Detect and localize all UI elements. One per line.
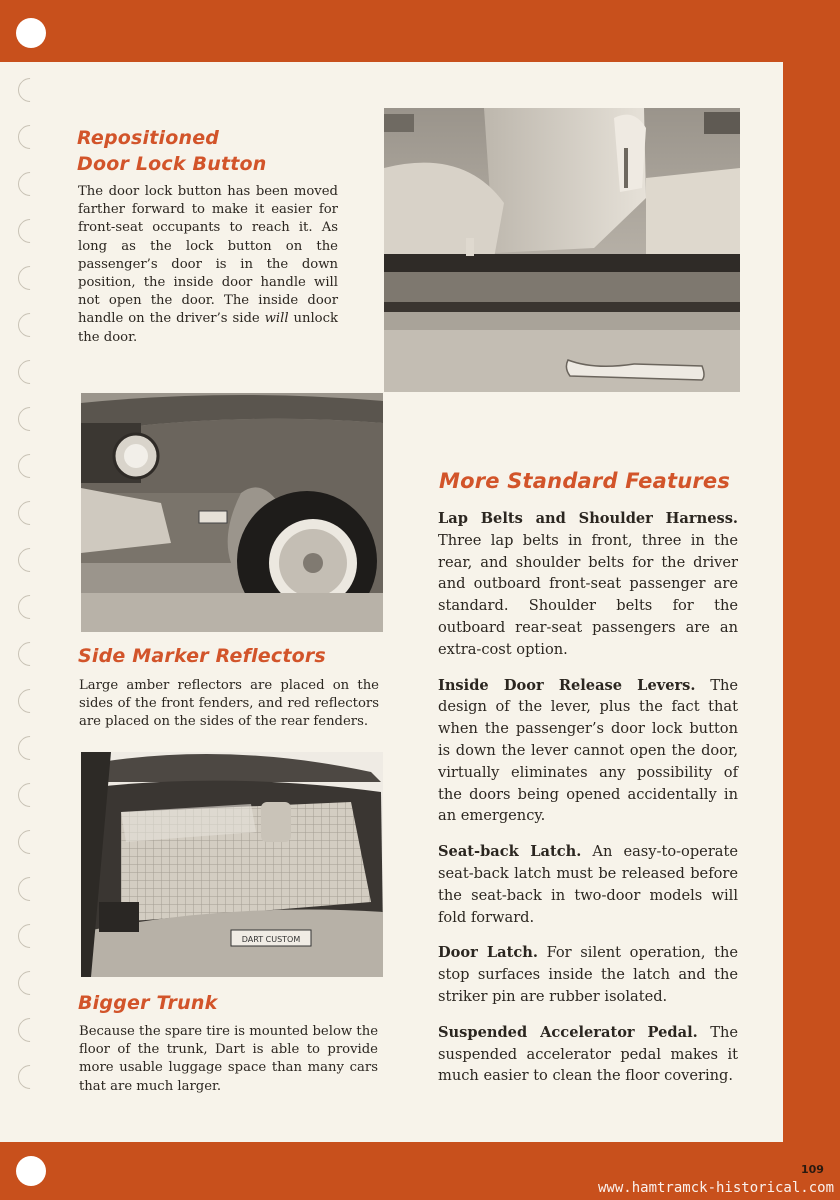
door-lock-emphasis: will <box>264 311 289 327</box>
trunk-photo <box>81 752 383 977</box>
feature-text: The design of the lever, plus the fact that when the passenger’s door lock button is down the lever cannot open the door, virtually eliminates any possibility of the doors being opened accidentally in an emergency. <box>438 676 738 825</box>
side-marker-title: Side Marker Reflectors <box>78 645 326 667</box>
front-fender-photo <box>81 393 383 632</box>
door-lock-body-end: unlock the door. <box>78 311 338 345</box>
feature-item <box>438 508 738 661</box>
door-lock-title <box>77 125 267 177</box>
more-features-title: More Standard Features <box>439 469 731 493</box>
door-lock-title-line2: Door Lock Button <box>77 153 267 175</box>
feature-heading: Seat-back Latch. <box>438 843 582 861</box>
door-lock-title-line1: Repositioned <box>77 127 220 149</box>
more-features-list <box>438 508 738 1101</box>
feature-item <box>438 942 738 1007</box>
feature-text: For silent operation, the stop surfaces inside the latch and the striker pin are rubber isolated. <box>438 944 738 1005</box>
feature-heading: Inside Door Release Levers. <box>438 676 696 694</box>
door-lock-body <box>78 183 338 347</box>
trunk-title: Bigger Trunk <box>78 992 218 1014</box>
feature-text: The suspended accelerator pedal makes it much easier to clean the floor covering. <box>438 1023 738 1085</box>
page-number: 109 <box>801 1163 824 1176</box>
feature-item <box>438 675 738 828</box>
binder-hole <box>16 18 46 48</box>
feature-text: An easy-to-operate seat-back latch must be released before the seat-back in two-door models will fold forward. <box>438 843 738 926</box>
feature-heading: Lap Belts and Shoulder Harness. <box>438 510 738 527</box>
feature-heading: Door Latch. <box>438 944 538 962</box>
side-marker-body: Large amber reflectors are placed on the sides of the front fenders, and red reflectors are placed on the sides of the rear fenders. <box>79 678 379 730</box>
binder-hole <box>16 1156 46 1186</box>
watermark-link[interactable]: www.hamtramck-historical.com <box>598 1180 835 1196</box>
feature-heading: Suspended Accelerator Pedal. <box>438 1023 698 1041</box>
license-plate-text: DART CUSTOM <box>241 935 301 944</box>
trunk-body: Because the spare tire is mounted below the floor of the trunk, Dart is able to provide more usable luggage space than many cars that are much larger. <box>79 1024 378 1094</box>
feature-text: Three lap belts in front, three in the rear, and shoulder belts for the driver and outboard front-seat passenger are standard. Shoulder belts for the outboard rear-seat passengers are an extra-cost option. <box>438 531 738 658</box>
interior-door-photo <box>384 108 740 392</box>
door-lock-body-text: The door lock button has been moved farther forward to make it easier for front-seat occupants to reach it. As long as the lock button on the passenger’s door is in the down position, the inside door handle will not open the door. The inside door handle on the driver’s side <box>78 184 338 327</box>
feature-item <box>438 1022 738 1087</box>
feature-item <box>438 841 738 928</box>
